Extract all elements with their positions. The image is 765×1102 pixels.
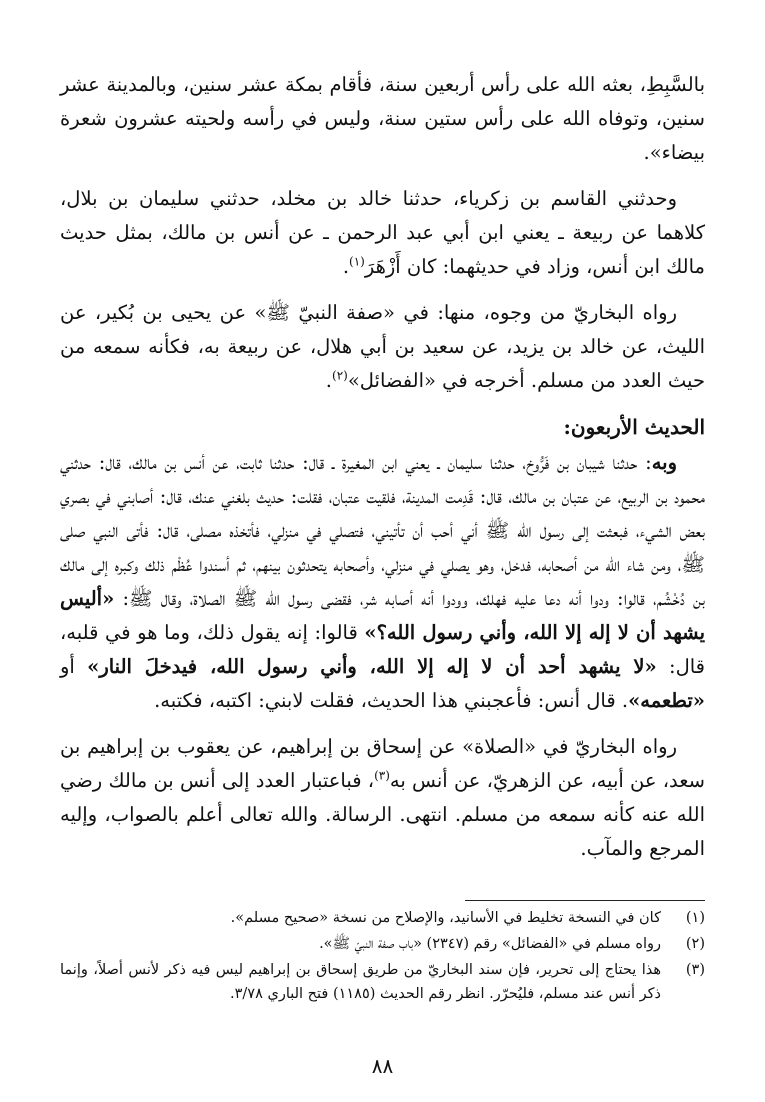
text-run: وحدثني القاسم بن زكرياء، حدثنا خالد بن مخلد، حدثني سليمان بن بلال، كلاهما عن ربيعة ـ يعني ابن أبي عبد الرحمن ـ عن أنس بن مالك، بمثل حديث مالك ابن أنس، وزاد في حديثهما: كان أَزْهَرَ [60,187,705,278]
footnote-divider [465,900,705,901]
footnote-ref: (٣) [374,768,390,783]
text-run: . [325,369,332,392]
paragraph-3 [60,296,705,398]
bold-text: «لا يشهد أحد أن لا إله إلا الله، وأني رسول الله، فيدخلَ النار» [87,655,657,678]
footnotes [60,906,705,1008]
text-run: . [342,255,350,278]
page-number: ٨٨ [371,1054,394,1078]
footnote-text: كان في النسخة تخليط في الأسانيد، والإصلاح من نسخة «صحيح مسلم». [230,910,661,926]
footnote-text: رواه مسلم في «الفضائل» رقم (٢٣٤٧) «باب صفة النبيّ ﷺ». [319,936,661,952]
paragraph-4 [60,446,705,718]
bold-text: «تطعمه» [628,689,705,712]
text-run: رواه البخاريّ من وجوه، منها: في «صفة النبيّ ﷺ» عن يحيى بن بُكير، عن الليث، عن خالد بن يزيد، عن سعيد بن أبي هلال، عن ربيعة به، فكأنه سمعه من حيث العدد من مسلم. أخرجه في «الفضائل» [60,301,705,392]
paragraph-2 [60,182,705,284]
footnote-3 [60,958,705,1006]
text-run: بالسَّبِطِ، بعثه الله على رأس أربعين سنة، فأقام بمكة عشر سنين، وبالمدينة عشر سنين، وتوفاه الله على رأس ستين سنة، وليس في رأسه ولحيته عشرون شعرة بيضاء». [60,73,705,164]
bold-text: «أليس يشهد أن لا إله إلا الله، وأني رسول الله؟» [60,587,706,644]
footnote-number: (٣) [685,962,705,978]
section-heading: الحديث الأربعون: [563,415,705,439]
footnote-2 [60,932,705,956]
paragraph-1 [60,68,705,170]
footnote-text: هذا يحتاج إلى تحرير، فإن سند البخاريّ من طريق إسحاق بن إبراهيم ليس فيه ذكر لأنس أصلاً، وإنما ذكر أنس عند مسلم، فليُحرّر. انظر رقم الحديث (١١٨٥) فتح الباري ٣/٧٨. [60,962,661,1002]
text-run: ، فباعتبار العدد إلى أنس بن مالك رضي الله عنه كأنه سمعه من مسلم. انتهى. الرسالة. والله تعالى أعلم بالصواب، وإليه المرجع والمآب. [60,769,705,860]
text-run: . قال أنس: فأعجبني هذا الحديث، فقلت لابني: اكتبه، فكتبه. [154,689,629,712]
footnote-number: (٢) [685,936,705,952]
bold-text: وبه [651,451,677,474]
footnote-ref: (٢) [332,368,348,383]
footnote-1 [60,906,705,930]
text-run: : حدثنا شيبان بن فَرُّوخ، حدثنا سليمان ـ يعني ابن المغيرة ـ قال: حدثنا ثابت، عن أنس بن مالك، قال: حدثني محمود بن الربيع، عن عتبان بن مالك، قال: قَدِمت المدينة، فلقيت عتبان، فقلت: حديث بلغني عنك، قال: أصابني في بصري بعض الشيء، فبعثت إلى رسول الله ﷺ أني أحب أن تأتيني، فتصلي في منزلي، فأتخذه مصلى، قال: فأتى النبي صلى ﷺ، ومن شاء الله من أصحابه، فدخل، وهو يصلي في منزلي، وأصحابه يتحدثون بينهم، ثم أسندوا عُظْم ذلك وكبره إلى مالك بن دُخْشُم، قالوا: ودوا أنه دعا عليه فهلك، وودوا أنه أصابه شر، فقضى رسول الله ﷺ الصلاة، وقال ﷺ: [60,451,705,610]
text-run: أو [60,655,88,678]
footnote-number: (١) [685,910,705,926]
text-run: قالوا: إنه يقول ذلك، وما هو في قلبه، قال: [60,621,705,678]
paragraph-5 [60,730,705,866]
footnote-ref: (١) [349,254,365,269]
text-run: رواه البخاريّ في «الصلاة» عن إسحاق بن إبراهيم، عن يعقوب بن إبراهيم بن سعد، عن أبيه، عن الزهريّ، عن أنس به [60,735,706,792]
